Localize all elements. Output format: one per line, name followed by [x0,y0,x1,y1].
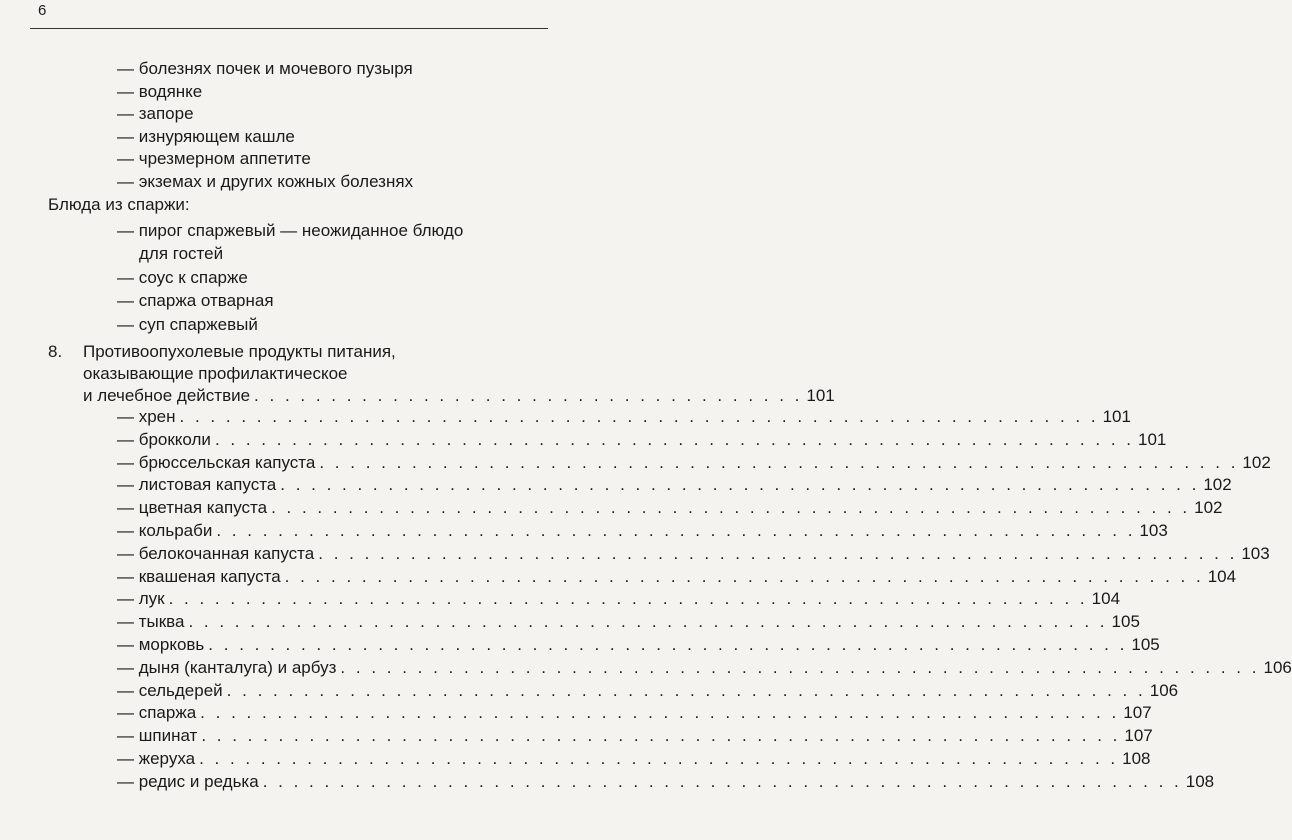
section-8-number: 8. [48,342,63,361]
toc-entry-page: 103 [1139,521,1168,540]
toc-entry-label: — лук [117,589,165,609]
toc-entry-page: 101 [1138,429,1167,449]
toc-entry-label: — квашеная капуста [117,566,281,586]
asparagus-item: — соус к спарже [117,267,248,287]
leader-dots: . . . . . . . . . . . . . . . . . . . . . . . . . . . . . . . . . . . . . . . . . . . . . . . . . . . . . . . . . . . . [200,703,1120,723]
toc-row [117,611,1140,633]
leader-dots: . . . . . . . . . . . . . . . . . . . . . . . . . . . . . . . . . . . . . . . . . . . . . . . . . . . . . . . . . . . . [188,612,1108,632]
leader-dots: . . . . . . . . . . . . . . . . . . . . . . . . . . . . . . . . . . . . [254,386,803,405]
toc-entry-page: 102 [1203,475,1232,495]
toc-entry-label: — тыква [117,612,185,632]
leader-dots: . . . . . . . . . . . . . . . . . . . . . . . . . . . . . . . . . . . . . . . . . . . . . . . . . . . . . . . . . . . . [271,498,1191,518]
leader-dots: . . . . . . . . . . . . . . . . . . . . . . . . . . . . . . . . . . . . . . . . . . . . . . . . . . . . . . . . . . . . [199,749,1119,768]
section-8-title-line-1: Противоопухолевые продукты питания, [83,342,396,361]
toc-row [117,725,1153,747]
toc-entry-page: 101 [1102,407,1131,426]
toc-entry-label: — белокочанная капуста [117,543,315,563]
toc-entry-label: — брокколи [117,429,211,449]
leader-dots: . . . . . . . . . . . . . . . . . . . . . . . . . . . . . . . . . . . . . . . . . . . . . . . . . . . . . . . . . . . . [168,589,1088,609]
leader-dots: . . . . . . . . . . . . . . . . . . . . . . . . . . . . . . . . . . . . . . . . . . . . . . . . . . . . . . . . . . . . [179,407,1099,426]
toc-row [117,748,1151,770]
toc-entry-page: 106 [1263,657,1292,677]
toc-entry-page: 107 [1123,703,1152,723]
section-8-title-row [83,385,835,407]
toc-row [117,520,1168,542]
asparagus-item: — суп спаржевый [117,314,258,334]
disease-item: — запоре [117,104,194,124]
toc-entry-page: 103 [1241,543,1270,563]
toc-row [117,474,1232,496]
disease-item: — экземах и других кожных болезнях [117,172,414,191]
toc-entry-label: — хрен [117,407,176,426]
toc-entry-page: 105 [1111,612,1140,632]
leader-dots: . . . . . . . . . . . . . . . . . . . . . . . . . . . . . . . . . . . . . . . . . . . . . . . . . . . . . . . . . . . . [262,771,1182,791]
toc-row [117,543,1270,565]
toc-entry-page: 104 [1207,566,1237,586]
leader-dots: . . . . . . . . . . . . . . . . . . . . . . . . . . . . . . . . . . . . . . . . . . . . . . . . . . . . . . . . . . . . [214,429,1134,449]
toc-entry-label: — кольраби [117,521,213,540]
leader-dots: . . . . . . . . . . . . . . . . . . . . . . . . . . . . . . . . . . . . . . . . . . . . . . . . . . . . . . . . . . . . [208,635,1128,654]
section-8-title-line-3: и лечебное действие [83,386,251,405]
leader-dots: . . . . . . . . . . . . . . . . . . . . . . . . . . . . . . . . . . . . . . . . . . . . . . . . . . . . . . . . . . . . [280,475,1200,495]
toc-row [117,657,1292,679]
disease-item: — водянке [117,81,203,101]
leader-dots: . . . . . . . . . . . . . . . . . . . . . . . . . . . . . . . . . . . . . . . . . . . . . . . . . . . . . . . . . . . . [319,452,1239,472]
toc-entry-label: — редис и редька [117,771,259,791]
toc-row [117,452,1271,474]
toc-entry-page: 108 [1185,771,1215,791]
toc-row [117,588,1121,610]
section-8-title-line-2: оказывающие профилактическое [83,364,348,383]
disease-item: — чрезмерном аппетите [117,149,311,169]
leader-dots: . . . . . . . . . . . . . . . . . . . . . . . . . . . . . . . . . . . . . . . . . . . . . . . . . . . . . . . . . . . . [226,680,1146,700]
toc-entry-page: 108 [1122,749,1151,768]
header-rule [30,28,548,29]
toc-entry-label: — брюссельская капуста [117,452,316,472]
toc-entry-label: — шпинат [117,726,198,746]
toc-entry-page: 104 [1091,589,1121,609]
toc-row [117,771,1215,793]
asparagus-item: для гостей [139,244,224,264]
section-8-page: 101 [806,386,835,405]
leader-dots: . . . . . . . . . . . . . . . . . . . . . . . . . . . . . . . . . . . . . . . . . . . . . . . . . . . . . . . . . . . . [201,726,1121,746]
toc-entry-label: — спаржа [117,703,197,723]
toc-row [117,566,1237,588]
leader-dots: . . . . . . . . . . . . . . . . . . . . . . . . . . . . . . . . . . . . . . . . . . . . . . . . . . . . . . . . . . . . [318,543,1238,563]
toc-row [117,429,1167,451]
toc-row [117,680,1179,702]
toc-row [117,702,1152,724]
asparagus-item: — пирог спаржевый — неожиданное блюдо [117,221,464,240]
toc-row [117,406,1131,428]
asparagus-item: — спаржа отварная [117,291,274,311]
toc-row [117,497,1223,519]
toc-entry-page: 106 [1149,680,1179,700]
toc-entry-label: — жеруха [117,749,196,768]
toc-entry-label: — листовая капуста [117,475,277,495]
leader-dots: . . . . . . . . . . . . . . . . . . . . . . . . . . . . . . . . . . . . . . . . . . . . . . . . . . . . . . . . . . . . [216,521,1136,540]
toc-row [117,634,1160,656]
toc-entry-page: 102 [1194,498,1223,518]
leader-dots: . . . . . . . . . . . . . . . . . . . . . . . . . . . . . . . . . . . . . . . . . . . . . . . . . . . . . . . . . . . . [340,657,1260,677]
toc-entry-page: 107 [1124,726,1153,746]
toc-entry-label: — сельдерей [117,680,223,700]
asparagus-heading: Блюда из спаржи: [48,195,190,214]
page-number: 6 [38,2,47,19]
toc-entry-label: — дыня (канталуга) и арбуз [117,657,337,677]
toc-entry-page: 105 [1131,635,1160,654]
disease-item: — изнуряющем кашле [117,126,295,146]
leader-dots: . . . . . . . . . . . . . . . . . . . . . . . . . . . . . . . . . . . . . . . . . . . . . . . . . . . . . . . . . . . . [284,566,1204,586]
toc-entry-label: — морковь [117,635,205,654]
toc-entry-page: 102 [1242,452,1271,472]
toc-entry-label: — цветная капуста [117,498,268,518]
disease-item: — болезнях почек и мочевого пузыря [117,59,413,78]
